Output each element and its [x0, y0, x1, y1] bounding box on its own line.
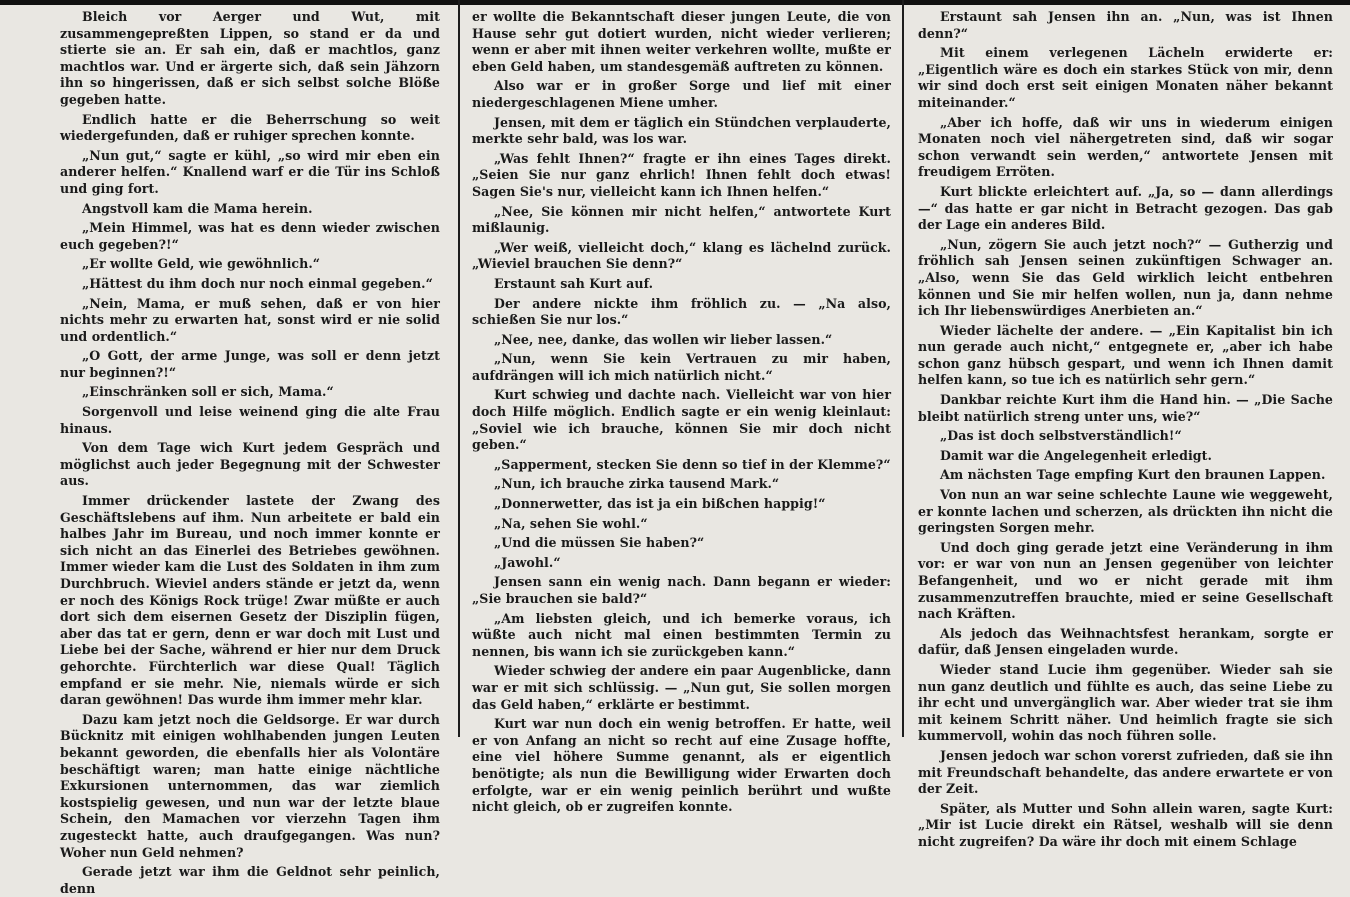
article-paragraph: Mit einem verlegenen Lächeln erwiderte er: „Eigentlich wäre es doch ein starkes Stück von mir, denn wir sind doch erst seit einigen Monaten näher bekannt miteinander.“	[918, 45, 1333, 110]
article-paragraph: Gerade jetzt war ihm die Geldnot sehr peinlich, denn	[60, 864, 440, 896]
article-paragraph: „Nun, zögern Sie auch jetzt noch?“ — Gutherzig und fröhlich sah Jensen seinen zukünftigen Schwager an. „Also, wenn Sie das Geld wirklich leicht entbehren können und Sie mir helfen wollen, nun ja, dann nehme ich Ihr liebenswürdiges Anerbieten an.“	[918, 236, 1333, 319]
article-paragraph: Bleich vor Aerger und Wut, mit zusammengepreßten Lippen, so stand er da und stierte sie an. Er sah ein, daß er machtlos, ganz machtlos war. Und er ärgerte sich, daß sein Jähzorn ihn so hingerissen, daß er sich selbst solche Blöße gegeben hatte.	[60, 9, 440, 107]
article-paragraph: Dankbar reichte Kurt ihm die Hand hin. — „Die Sache bleibt natürlich streng unter uns, wie?“	[918, 392, 1333, 424]
article-paragraph: Immer drückender lastete der Zwang des Geschäftslebens auf ihm. Nun arbeitete er bald ein halbes Jahr im Bureau, und noch immer konnte er sich nicht an das Einerlei des Betriebes gewöhnen. Immer wieder kam die Lust des Soldaten in ihm zum Durchbruch. Wieviel anders stände er jetzt da, wenn er noch des Königs Rock trüge! Zwar müßte er auch dort sich dem eisernen Gesetz der Disziplin fügen, aber das tat er gern, denn er war doch mit Lust und Liebe bei der Sache, während er hier nur dem Druck gehorchte. Fürchterlich war diese Qual! Täglich empfand er sie mehr. Nie, niemals würde er sich daran gewöhnen! Das wurde ihm immer mehr klar.	[60, 493, 440, 708]
article-paragraph: „Aber ich hoffe, daß wir uns in wiederum einigen Monaten noch viel nähergetreten sind, daß wir sogar schon verwandt sein werden,“ antwortete Jensen mit freudigem Erröten.	[918, 114, 1333, 180]
article-paragraph: „Nein, Mama, er muß sehen, daß er von hier nichts mehr zu erwarten hat, sonst wird er nie solid und ordentlich.“	[60, 295, 440, 344]
article-paragraph: Von nun an war seine schlechte Laune wie weggeweht, er konnte lachen und scherzen, als drückten ihn nicht die geringsten Sorgen mehr.	[918, 487, 1333, 536]
article-paragraph: Erstaunt sah Jensen ihn an. „Nun, was ist Ihnen denn?“	[918, 9, 1333, 41]
article-paragraph: „Wer weiß, vielleicht doch,“ klang es lächelnd zurück. „Wieviel brauchen Sie denn?“	[472, 239, 891, 272]
top-rule	[0, 0, 1350, 5]
article-paragraph: Wieder lächelte der andere. — „Ein Kapitalist bin ich nun gerade auch nicht,“ entgegnete er, „aber ich habe schon ganz hübsch gespart, und wenn ich Ihnen damit helfen kann, so tue ich es natürlich sehr gern.“	[918, 322, 1333, 388]
article-paragraph: Und doch ging gerade jetzt eine Veränderung in ihm vor: er war von nun an Jensen gegenüber von leichter Befangenheit, und wo er nicht gerade mit ihm zusammenzutreffen brauchte, mied er seine Gesellschaft nach Kräften.	[918, 539, 1333, 622]
article-paragraph: „Und die müssen Sie haben?“	[494, 535, 705, 551]
article-paragraph: „Na, sehen Sie wohl.“	[494, 515, 648, 531]
article-paragraph: Jensen, mit dem er täglich ein Stündchen verplauderte, merkte sehr bald, was los war.	[472, 114, 891, 147]
article-paragraph: Kurt war nun doch ein wenig betroffen. Er hatte, weil er von Anfang an nicht so recht auf eine Zusage hoffte, eine viel höhere Summe genannt, als er eigentlich benötigte; als nun die Bewilligung wider Erwarten doch erfolgte, war er ein wenig peinlich berührt und wußte nicht gleich, ob er zugreifen konnte.	[472, 716, 891, 815]
article-paragraph: Sorgenvoll und leise weinend ging die alte Frau hinaus.	[60, 404, 440, 436]
article-paragraph: Kurt blickte erleichtert auf. „Ja, so — dann allerdings —“ das hatte er gar nicht in Betracht gezogen. Das gab der Lage ein anderes Bild.	[918, 183, 1333, 233]
article-paragraph: „Nun, wenn Sie kein Vertrauen zu mir haben, aufdrängen will ich mich natürlich nicht.“	[472, 351, 891, 383]
article-paragraph: Wieder stand Lucie ihm gegenüber. Wieder sah sie nun ganz deutlich und fühlte es auch, das seine Liebe zu ihr echt und unvergänglich war. Aber wieder trat sie ihm mit keinem Schritt näher. Und heimlich fragte sie sich kummervoll, wohin das noch führen solle.	[918, 661, 1333, 744]
article-paragraph: er wollte die Bekanntschaft dieser jungen Leute, die von Hause sehr gut dotiert wurden, nicht wieder verlieren; wenn er aber mit ihnen weiter verkehren wollte, mußte er eben Geld haben, um standesgemäß auftreten zu können.	[472, 9, 891, 74]
article-paragraph: Dazu kam jetzt noch die Geldsorge. Er war durch Bücknitz mit einigen wohlhabenden jungen Leuten bekannt geworden, die ebenfalls hier als Volontäre beschäftigt waren; man hatte einige nächtliche Exkursionen unternommen, das war ziemlich kostspielig gewesen, und nun war der letzte blaue Schein, den Mamachen vor vierzehn Tagen ihm zugesteckt hatte, auch draufgegangen. Was nun? Woher nun Geld nehmen?	[60, 711, 440, 860]
article-paragraph: Jensen jedoch war schon vorerst zufrieden, daß sie ihn mit Freundschaft behandelte, das andere erwartete er von der Zeit.	[918, 747, 1333, 797]
article-paragraph: Angstvoll kam die Mama herein.	[82, 200, 313, 216]
article-paragraph: Also war er in großer Sorge und lief mit einer niedergeschlagenen Miene umher.	[472, 78, 891, 110]
article-paragraph: „Am liebsten gleich, und ich bemerke voraus, ich wüßte auch nicht mal einen bestimmten Termin zu nennen, bis wann ich sie zurückgeben kann.“	[472, 610, 891, 659]
article-paragraph: Damit war die Angelegenheit erledigt.	[940, 447, 1212, 463]
article-paragraph: „Hättest du ihm doch nur noch einmal gegeben.“	[82, 275, 433, 291]
article-paragraph: Wieder schwieg der andere ein paar Augenblicke, dann war er mit sich schlüssig. — „Nun gut, Sie sollen morgen das Geld haben,“ erklärte er bestimmt.	[472, 663, 891, 712]
article-paragraph: Als jedoch das Weihnachtsfest herankam, sorgte er dafür, daß Jensen eingeladen wurde.	[918, 625, 1333, 658]
article-paragraph: Erstaunt sah Kurt auf.	[494, 275, 654, 291]
article-paragraph: „Das ist doch selbstverständlich!“	[940, 428, 1182, 444]
article-paragraph: „Donnerwetter, das ist ja ein bißchen happig!“	[494, 496, 826, 512]
article-paragraph: Endlich hatte er die Beherrschung so weit wiedergefunden, daß er ruhiger sprechen konnte.	[60, 111, 440, 144]
article-paragraph: „Was fehlt Ihnen?“ fragte er ihn eines Tages direkt. „Seien Sie nur ganz ehrlich! Ihnen fehlt doch etwas! Sagen Sie's nur, vielleicht kann ich Ihnen helfen.“	[472, 150, 891, 199]
article-paragraph: „O Gott, der arme Junge, was soll er denn jetzt nur beginnen?!“	[60, 348, 440, 380]
article-paragraph: Von dem Tage wich Kurt jedem Gespräch und möglichst auch jeder Begegnung mit der Schwester aus.	[60, 440, 440, 489]
article-paragraph: Am nächsten Tage empfing Kurt den braunen Lappen.	[940, 467, 1326, 483]
article-paragraph: „Jawohl.“	[494, 554, 561, 570]
column-divider-2	[902, 0, 904, 737]
article-paragraph: Kurt schwieg und dachte nach. Vielleicht war von hier doch Hilfe möglich. Endlich sagte er ein wenig kleinlaut: „Soviel wie ich brauche, können Sie mir doch nicht geben.“	[472, 387, 891, 453]
article-paragraph: „Nee, Sie können mir nicht helfen,“ antwortete Kurt mißlaunig.	[472, 203, 891, 236]
text-column-3	[918, 9, 1333, 849]
text-column-1	[60, 9, 440, 896]
article-paragraph: „Einschränken soll er sich, Mama.“	[82, 384, 334, 400]
article-paragraph: Der andere nickte ihm fröhlich zu. — „Na also, schießen Sie nur los.“	[472, 295, 891, 328]
column-divider-1	[458, 0, 460, 737]
article-paragraph: „Nee, nee, danke, das wollen wir lieber lassen.“	[494, 331, 833, 347]
article-paragraph: „Er wollte Geld, wie gewöhnlich.“	[82, 256, 321, 272]
text-column-2	[472, 9, 891, 815]
article-paragraph: „Mein Himmel, was hat es denn wieder zwischen euch gegeben?!“	[60, 220, 440, 252]
article-paragraph: Später, als Mutter und Sohn allein waren, sagte Kurt: „Mir ist Lucie direkt ein Rätsel, weshalb will sie denn nicht zugreifen? Da wäre ihr doch mit einem Schlage	[918, 800, 1333, 849]
article-paragraph: „Nun, ich brauche zirka tausend Mark.“	[494, 476, 780, 492]
article-paragraph: „Nun gut,“ sagte er kühl, „so wird mir eben ein anderer helfen.“ Knallend warf er die Tür ins Schloß und ging fort.	[60, 147, 440, 196]
article-paragraph: Jensen sann ein wenig nach. Dann begann er wieder: „Sie brauchen sie bald?“	[472, 574, 891, 606]
article-paragraph: „Sapperment, stecken Sie denn so tief in der Klemme?“	[494, 456, 891, 472]
